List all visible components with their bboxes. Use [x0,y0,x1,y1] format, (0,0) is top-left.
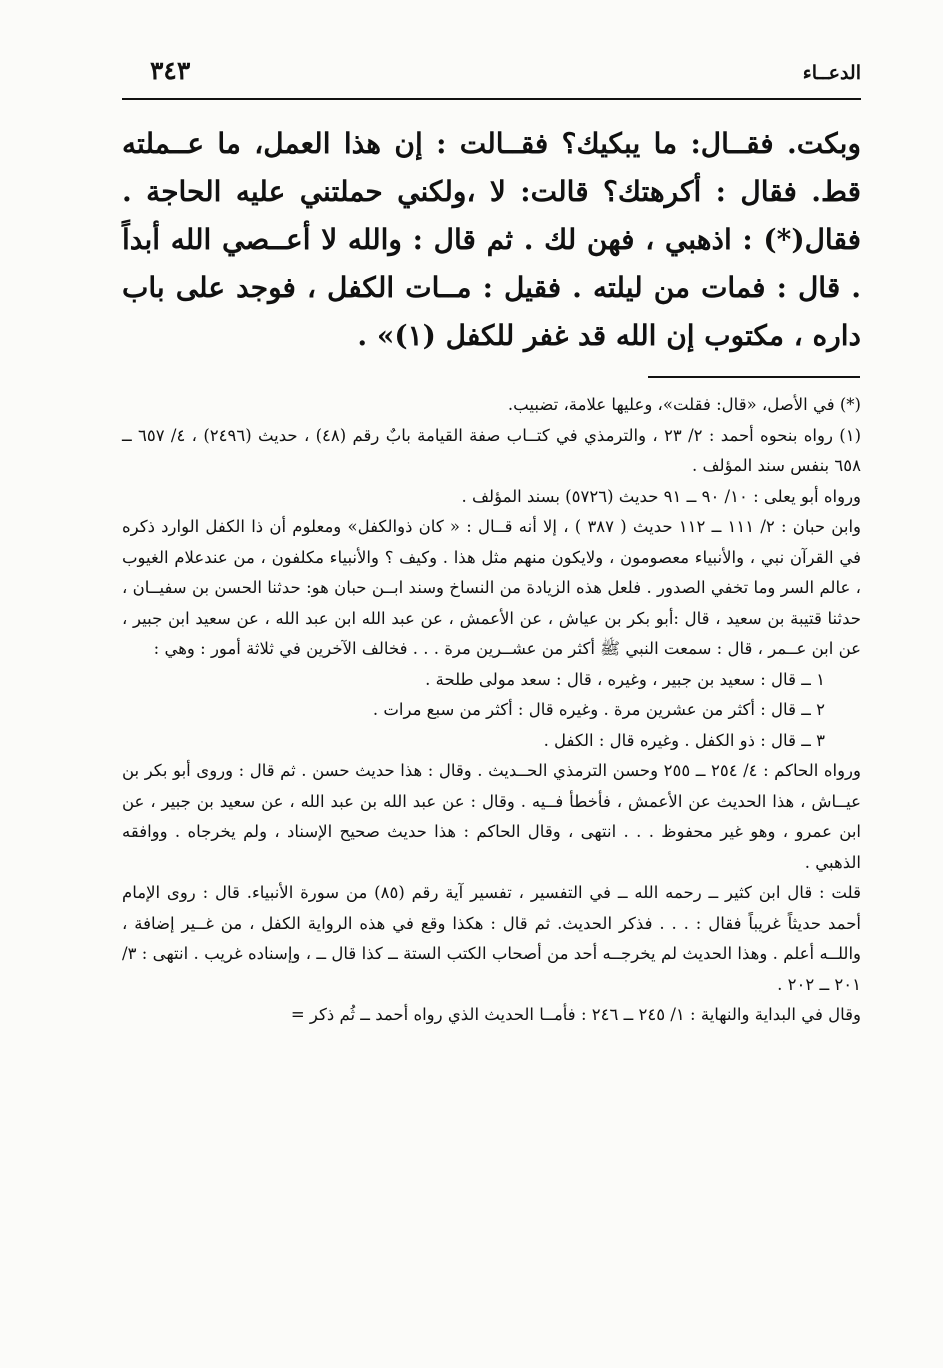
footnote-1-ibn-hibban: وابن حبان : ٢/ ١١١ ــ ١١٢ حديث ( ٣٨٧ ) ، إلا أنه قــال : « كان ذوالكفل» ومعلوم أن ذا الكفل الوارد ذكره في القرآن نبي ، والأنبياء معصومون ، ولايكون منهم مثل هذا . وكيف ؟ والأنبياء مكلفون ، من عندعلام الغيوب ، عالم السر وما تخفي الصدور . فلعل هذه الزيادة من النساخ وسند ابــن حبان هو: حدثنا الحسن بن سفيــان ، حدثنا قتيبة بن سعيد ، قال :أبو بكر بن عياش ، عن الأعمش ، عن عبد الله ابن عبد الله ، عن سعيد ابن جبير ، عن ابن عــمر ، قال : سمعت النبي ﷺ أكثر من عشــرين مرة . . . فخالف الآخرين في ثلاثة أمور : وهي : [122,517,861,658]
footnote-1-source: (١) رواه بنحوه أحمد : ٢/ ٢٣ ، والترمذي في كتــاب صفة القيامة بابٌ رقم (٤٨) ، حديث (٢٤٩٦) ، ٤/ ٦٥٧ ــ ٦٥٨ بنفس سند المؤلف . [122,425,861,475]
footnote-list-item: ١ ــ قال : سعيد بن جبير ، وغيره ، قال : سعد مولى طلحة . [425,669,825,689]
footnote-star: (*) في الأصل، «قال: فقلت»، وعليها علامة، تضبيب. [507,395,861,414]
header-divider [122,98,861,100]
footnote-1-abu-yala: ورواه أبو يعلى : ١٠/ ٩٠ ــ ٩١ حديث (٥٧٢٦) بسند المؤلف . [461,486,861,506]
main-paragraph: وبكت. فقــال: ما يبكيك؟ فقــالت : إن هذا العمل، ما عــملته قط. فقال : أكرهتك؟ قالت: لا ،ولكني حملتني عليه الحاجة . فقال(*) : اذهبي ، فهن لك . ثم قال : والله لا أعــصي الله أبداً . قال : فمات من ليلته . فقيل : مــات الكفل ، فوجد على باب داره ، مكتوب إن الله قد غفر للكفل (١)» . [122,127,861,352]
footnote-ibn-kathir: قلت : قال ابن كثير ــ رحمه الله ــ في التفسير ، تفسير آية رقم (٨٥) من سورة الأنبياء. قال : روى الإمام أحمد حديثاً غريباً فقال : . . . فذكر الحديث. ثم قال : هكذا وقع في هذه الرواية الكفل ، من غــير إضافة ، واللــه أعلم . وهذا الحديث لم يخرجــه أحد من أصحاب الكتب الستة ــ كذا قال ــ ، وإسناده غريب . انتهى : ٣/ ٢٠١ ــ ٢٠٢ . [122,883,861,994]
footnotes [122,390,861,1031]
footnote-bidaya: وقال في البداية والنهاية : ١/ ٢٤٥ ــ ٢٤٦ : فأمــا الحديث الذي رواه أحمد ــ ثُم ذكر = [290,1005,861,1024]
footnote-hakim: ورواه الحاكم : ٤/ ٢٥٤ ــ ٢٥٥ وحسن الترمذي الحــديث . وقال : هذا حديث حسن . ثم قال : وروى أبو بكر بن عيــاش ، هذا الحديث عن الأعمش ، فأخطأ فــيه . وقال : عن عبد الله بن عبد الله ، عن سعيد بن جبير ، عن ابن عمرو ، وهو غير محفوظ . . . انتهى ، وقال الحاكم : هذا حديث صحيح الإسناد ، ولم يخرجاه . ووافقه الذهبي . [122,761,861,872]
page-number: ٣٤٣ [150,56,191,85]
footnote-list-item: ٢ ــ قال : أكثر من عشرين مرة . وغيره قال : أكثر من سبع مرات . [372,700,825,719]
page-header [122,52,861,96]
running-title: الدعــاء [802,62,861,84]
footnote-list-item: ٣ ــ قال : ذو الكفل . وغيره قال : الكفل . [543,730,825,750]
main-text [122,120,861,360]
footnote-divider [648,376,860,378]
